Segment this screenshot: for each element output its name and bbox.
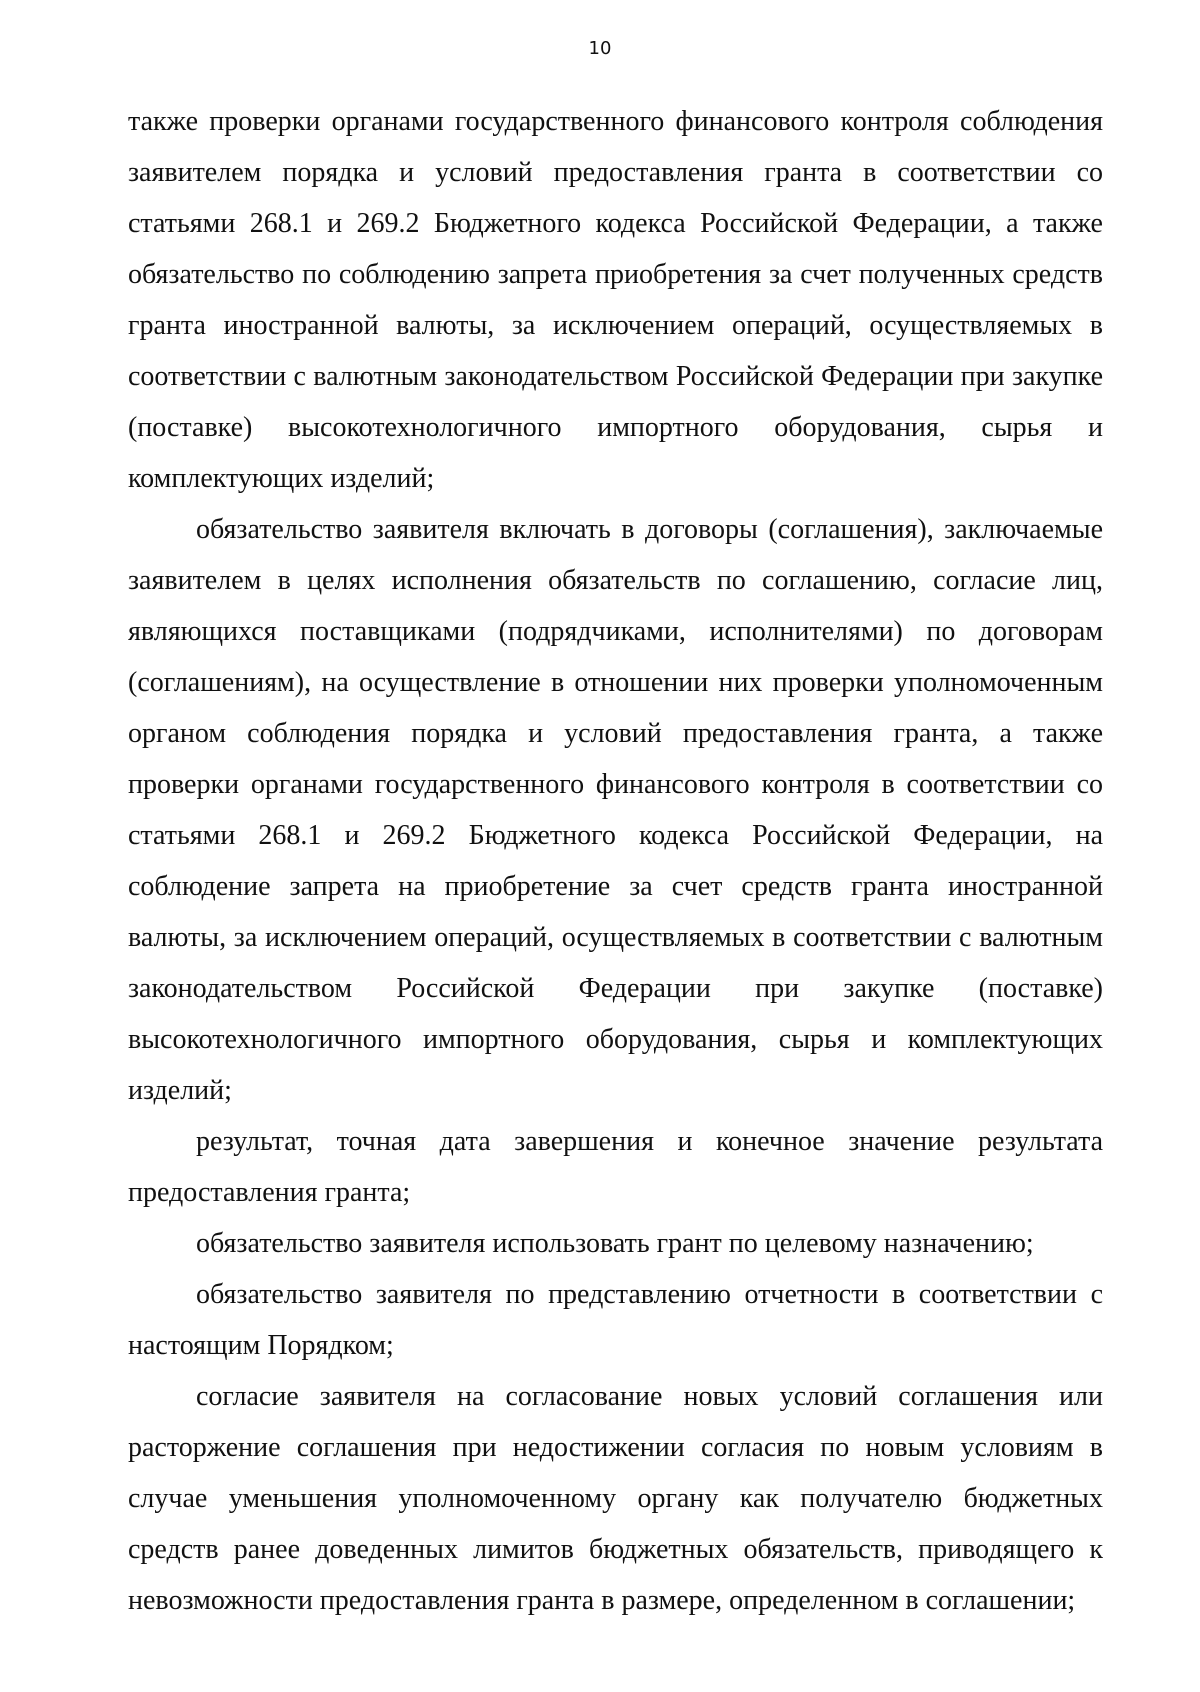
paragraph-reporting: обязательство заявителя по представлению отчетности в соответствии с настоящим Порядком; [128,1279,1103,1361]
page-number: 10 [588,38,612,59]
paragraph-target-use: обязательство заявителя использовать грант по целевому назначению; [196,1228,1034,1259]
paragraph-result: результат, точная дата завершения и конечное значение результата предоставления гранта; [128,1126,1103,1208]
paragraph-contract-consent: обязательство заявителя включать в договоры (соглашения), заключаемые заявителем в целях исполнения обязательств по соглашению, согласие лиц, являющихся поставщиками (подрядчиками, исполнителями) по договорам (соглашениям), на осуществление в отношении них проверки уполномоченным органом соблюдения порядка и условий предоставления гранта, а также проверки органами государственного финансового контроля в соответствии со статьями 268.1 и 269.2 Бюджетного кодекса Российской Федерации, на соблюдение запрета на приобретение за счет средств гранта иностранной валюты, за исключением операций, осуществляемых в соответствии с валютным законодательством Российской Федерации при закупке (поставке) высокотехнологичного импортного оборудования, сырья и комплектующих изделий; [128,514,1103,1106]
paragraph-continuation: также проверки органами государственного финансового контроля соблюдения заявителем порядка и условий предоставления гранта в соответствии со статьями 268.1 и 269.2 Бюджетного кодекса Российской Федерации, а также обязательство по соблюдению запрета приобретения за счет полученных средств гранта иностранной валюты, за исключением операций, осуществляемых в соответствии с валютным законодательством Российской Федерации при закупке (поставке) высокотехнологичного импортного оборудования, сырья и комплектующих изделий; [128,106,1103,494]
paragraph-agreement-termination: согласие заявителя на согласование новых условий соглашения или расторжение соглашения при недостижении согласия по новым условиям в случае уменьшения уполномоченному органу как получателю бюджетных средств ранее доведенных лимитов бюджетных обязательств, приводящего к невозможности предоставления гранта в размере, определенном в соглашении; [128,1381,1103,1616]
document-body [128,96,1103,1626]
